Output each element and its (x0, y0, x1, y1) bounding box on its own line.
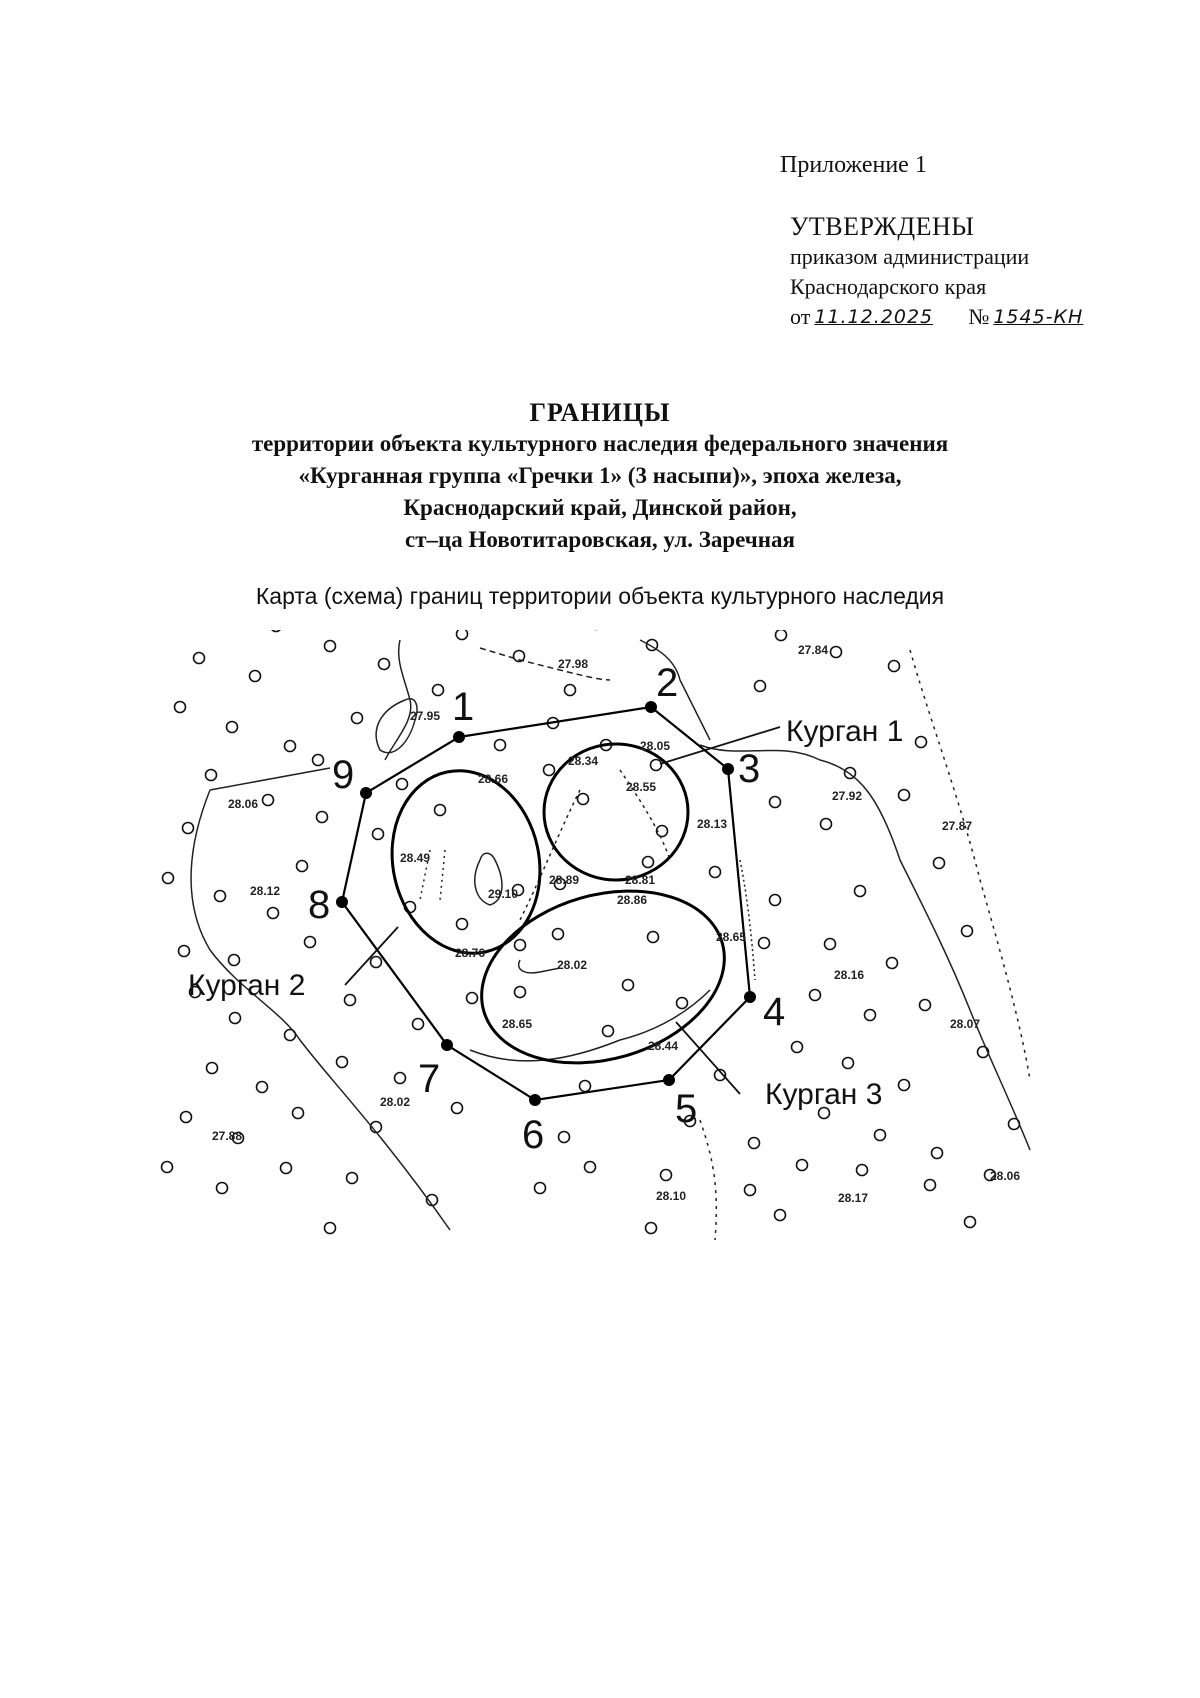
title-main: ГРАНИЦЫ (529, 398, 671, 427)
survey-marker (230, 1013, 241, 1024)
survey-marker (452, 1103, 463, 1114)
elevation-25: 28.07 (950, 1017, 981, 1031)
elevation-11: 27.92 (832, 789, 863, 803)
survey-marker (413, 1019, 424, 1030)
survey-marker (257, 1082, 268, 1093)
survey-marker (281, 1163, 292, 1174)
elevation-6: 28.05 (640, 739, 671, 753)
elevation-18: 28.12 (250, 884, 281, 898)
survey-marker (857, 1165, 868, 1176)
survey-marker (932, 1148, 943, 1159)
map-caption: Карта (схема) границ территории объекта культурного наследия (255, 583, 945, 609)
elevation-9: 28.34 (568, 754, 599, 768)
survey-marker (965, 1217, 976, 1228)
survey-marker (183, 823, 194, 834)
survey-marker (433, 685, 444, 696)
elevation-22: 28.02 (557, 958, 588, 972)
approved-title: УТВЕРЖДЕНЫ (790, 212, 975, 241)
survey-marker (395, 1073, 406, 1084)
survey-marker (745, 1185, 756, 1196)
survey-marker (467, 993, 478, 1004)
survey-marker (661, 1170, 672, 1181)
survey-marker (163, 873, 174, 884)
elevation-15: 29.10 (488, 887, 519, 901)
survey-marker (585, 1162, 596, 1173)
survey-marker (770, 895, 781, 906)
survey-marker (776, 630, 787, 641)
elevation-14: 28.49 (400, 851, 431, 865)
elevation-28: 27.88 (212, 1129, 243, 1143)
mound-1-outline (544, 744, 688, 880)
date-prefix: от (790, 304, 811, 329)
survey-marker (916, 737, 927, 748)
point-label-9: 9 (332, 753, 355, 797)
point-label-2: 2 (656, 661, 679, 705)
survey-marker (755, 681, 766, 692)
survey-marker (175, 702, 186, 713)
point-label-8: 8 (308, 883, 331, 927)
survey-marker (535, 1183, 546, 1194)
point-label-4: 4 (763, 990, 786, 1034)
survey-marker (194, 653, 205, 664)
survey-marker (831, 647, 842, 658)
elevation-21: 28.76 (455, 946, 486, 960)
survey-marker (553, 929, 564, 940)
survey-marker (271, 630, 282, 632)
survey-marker (565, 685, 576, 696)
handwritten-date: 11.12.2025 (814, 306, 934, 328)
survey-marker (899, 1080, 910, 1091)
survey-marker (297, 861, 308, 872)
survey-marker (379, 659, 390, 670)
elevation-19: 28.86 (617, 893, 648, 907)
survey-marker (397, 779, 408, 790)
point-label-7: 7 (418, 1057, 441, 1101)
survey-marker (263, 795, 274, 806)
survey-marker (285, 741, 296, 752)
survey-marker (887, 958, 898, 969)
elevation-24: 28.65 (502, 1017, 533, 1031)
elevation-31: 28.06 (990, 1169, 1021, 1183)
survey-marker (206, 770, 217, 781)
survey-marker (207, 1063, 218, 1074)
elevation-30: 28.17 (838, 1191, 869, 1205)
point-label-1: 1 (452, 685, 475, 729)
survey-marker (603, 1026, 614, 1037)
approved-by-line2: Краснодарского края (790, 274, 987, 299)
survey-marker (749, 1138, 760, 1149)
survey-marker (268, 908, 279, 919)
survey-marker (515, 940, 526, 951)
boundary-vertices (336, 701, 756, 1106)
survey-marker (179, 946, 190, 957)
survey-marker (899, 790, 910, 801)
appendix-label: Приложение 1 (780, 152, 927, 178)
survey-marker (217, 1183, 228, 1194)
survey-marker (889, 661, 900, 672)
survey-marker (648, 932, 659, 943)
approval-block (790, 212, 1127, 332)
survey-marker (250, 671, 261, 682)
survey-marker (677, 998, 688, 1009)
survey-marker (580, 1081, 591, 1092)
survey-marker (515, 987, 526, 998)
elevation-12: 28.13 (697, 817, 728, 831)
title-line-1: территории объекта культурного наследия федерального значения (251, 431, 949, 456)
survey-marker (797, 1160, 808, 1171)
order-line (790, 302, 1127, 332)
survey-marker (578, 794, 589, 805)
survey-marker (215, 891, 226, 902)
survey-marker (305, 937, 316, 948)
survey-marker (347, 1173, 358, 1184)
survey-marker (821, 819, 832, 830)
survey-marker (962, 926, 973, 937)
elevation-7: 28.06 (228, 797, 259, 811)
elevation-20: 28.65 (716, 930, 747, 944)
survey-marker (325, 1223, 336, 1234)
elevation-27: 28.02 (380, 1095, 411, 1109)
survey-marker (934, 858, 945, 869)
survey-marker (710, 867, 721, 878)
survey-marker (229, 955, 240, 966)
survey-marker (651, 760, 662, 771)
survey-marker (345, 995, 356, 1006)
survey-marker (623, 980, 634, 991)
survey-marker (759, 938, 770, 949)
survey-marker (435, 805, 446, 816)
elevation-16: 28.89 (549, 873, 580, 887)
approved-by-line1: приказом администрации (790, 244, 1030, 269)
survey-marker (925, 1180, 936, 1191)
survey-marker (920, 1000, 931, 1011)
number-prefix: № (968, 304, 990, 329)
survey-marker (337, 1057, 348, 1068)
mound-1-label: Курган 1 (786, 715, 904, 748)
survey-marker (559, 1132, 570, 1143)
survey-marker (855, 886, 866, 897)
survey-marker (810, 990, 821, 1001)
survey-marker (792, 1042, 803, 1053)
survey-marker (317, 812, 328, 823)
survey-marker (775, 1210, 786, 1221)
survey-marker (843, 1058, 854, 1069)
leader-lines (345, 727, 780, 1094)
survey-marker (646, 1223, 657, 1234)
survey-marker (371, 957, 382, 968)
survey-marker (373, 829, 384, 840)
point-label-5: 5 (675, 1087, 698, 1131)
relief-lines (191, 640, 1030, 1240)
survey-marker (293, 1108, 304, 1119)
survey-marker (978, 1047, 989, 1058)
survey-marker (865, 1010, 876, 1021)
title-line-2: «Курганная группа «Гречки 1» (3 насыпи)», эпоха железа, (298, 463, 902, 488)
elevation-5: 27.95 (410, 709, 441, 723)
elevation-26: 28.44 (648, 1039, 679, 1053)
survey-marker (495, 740, 506, 751)
survey-marker (181, 1112, 192, 1123)
survey-marker (352, 713, 363, 724)
survey-marker (313, 755, 324, 766)
point-label-6: 6 (522, 1113, 545, 1157)
elevation-13: 27.87 (942, 819, 973, 833)
title-line-4: ст–ца Новотитаровская, ул. Заречная (405, 527, 795, 552)
survey-marker (770, 797, 781, 808)
title-line-3: Краснодарский край, Динской район, (403, 495, 797, 520)
handwritten-number: 1545-КН (993, 306, 1084, 328)
survey-marker (227, 722, 238, 733)
survey-marker (544, 765, 555, 776)
elevation-3: 27.98 (558, 657, 589, 671)
survey-marker (825, 939, 836, 950)
elevation-17: 28.81 (625, 873, 656, 887)
survey-marker (457, 919, 468, 930)
elevation-29: 28.10 (656, 1189, 687, 1203)
document-title (0, 398, 1200, 556)
survey-marker (457, 630, 468, 640)
elevation-23: 28.16 (834, 968, 865, 982)
boundary-point-labels (308, 661, 785, 1157)
survey-marker (875, 1130, 886, 1141)
elevation-10: 28.55 (626, 780, 657, 794)
elevation-4: 27.84 (798, 643, 829, 657)
mound-3-label: Курган 3 (765, 1078, 883, 1111)
survey-marker (162, 1162, 173, 1173)
survey-marker (643, 857, 654, 868)
point-label-3: 3 (738, 747, 761, 791)
survey-marker (325, 641, 336, 652)
boundary-map (160, 630, 1060, 1250)
mound-2-label: Курган 2 (188, 969, 306, 1002)
elevation-8: 28.66 (478, 772, 509, 786)
